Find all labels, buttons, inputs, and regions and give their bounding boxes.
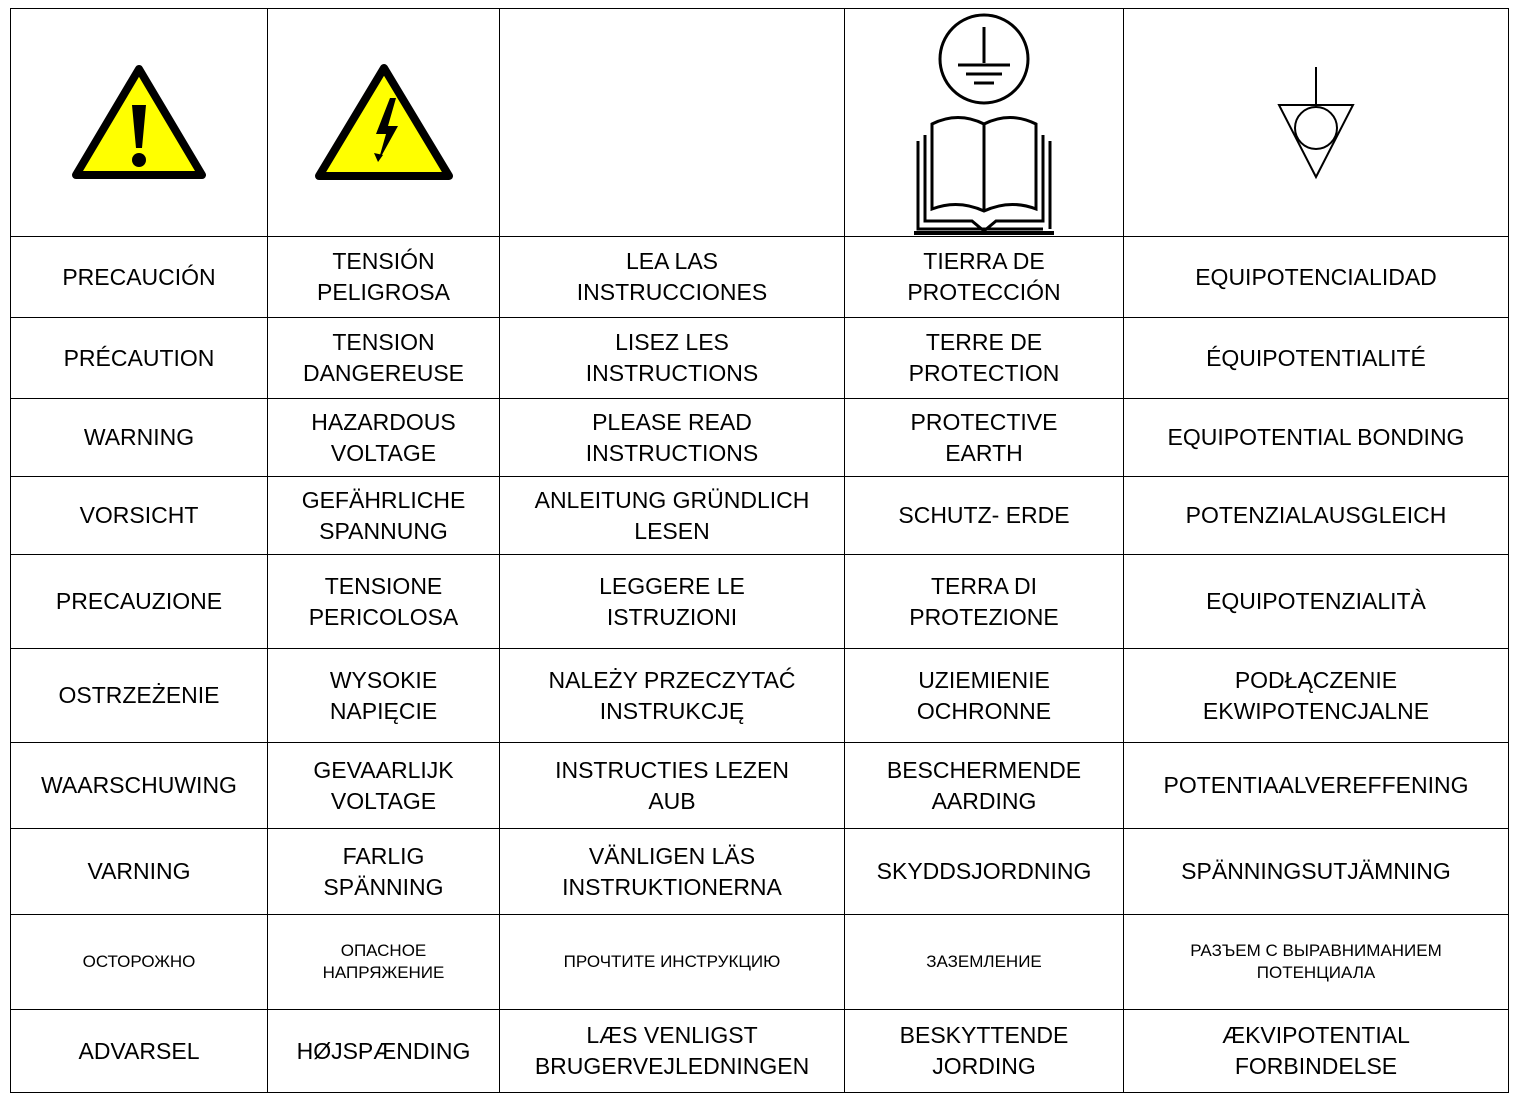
caution-label: WAARSCHUWING <box>11 743 268 829</box>
language-row-ru <box>11 915 1509 1010</box>
hazardous-voltage-label: TENSIONE PERICOLOSA <box>268 555 500 649</box>
read-instructions-label: LISEZ LES INSTRUCTIONS <box>500 318 845 399</box>
read-instructions-label: ПРОЧТИТЕ ИНСТРУКЦИЮ <box>500 915 845 1010</box>
language-row-fr <box>11 318 1509 399</box>
equipotential-label: EQUIPOTENTIAL BONDING <box>1124 399 1509 477</box>
hazardous-voltage-label: HAZARDOUS VOLTAGE <box>268 399 500 477</box>
read-instructions-label: PLEASE READ INSTRUCTIONS <box>500 399 845 477</box>
caution-label: VARNING <box>11 829 268 915</box>
symbol-cell-caution <box>11 9 268 237</box>
equipotential-label: ÉQUIPOTENTIALITÉ <box>1124 318 1509 399</box>
equipotential-label: ÆKVIPOTENTIAL FORBINDELSE <box>1124 1010 1509 1093</box>
symbol-row <box>11 9 1509 237</box>
language-row-nl <box>11 743 1509 829</box>
protective-earth-label: TIERRA DE PROTECCIÓN <box>845 237 1124 318</box>
hazardous-voltage-label: ОПАСНОЕ НАПРЯЖЕНИЕ <box>268 915 500 1010</box>
caution-label: PRÉCAUTION <box>11 318 268 399</box>
caution-label: ADVARSEL <box>11 1010 268 1093</box>
caution-label: OSTRZEŻENIE <box>11 649 268 743</box>
language-row-sv <box>11 829 1509 915</box>
language-row-en <box>11 399 1509 477</box>
equipotential-label: SPÄNNINGSUTJÄMNING <box>1124 829 1509 915</box>
protective-earth-label: BESCHERMENDE AARDING <box>845 743 1124 829</box>
read-instructions-label: LEA LAS INSTRUCCIONES <box>500 237 845 318</box>
equipotential-label: РАЗЪЕМ С ВЫРАВНИМАНИЕМ ПОТЕНЦИАЛА <box>1124 915 1509 1010</box>
caution-label: WARNING <box>11 399 268 477</box>
hazardous-voltage-label: TENSIÓN PELIGROSA <box>268 237 500 318</box>
caution-label: ОСТОРОЖНО <box>11 915 268 1010</box>
protective-earth-label: TERRE DE PROTECTION <box>845 318 1124 399</box>
equipotential-label: EQUIPOTENCIALIDAD <box>1124 237 1509 318</box>
language-row-de <box>11 477 1509 555</box>
equipotential-label: PODŁĄCZENIE EKWIPOTENCJALNE <box>1124 649 1509 743</box>
hazardous-voltage-label: HØJSPÆNDING <box>268 1010 500 1093</box>
protective-earth-label: UZIEMIENIE OCHRONNE <box>845 649 1124 743</box>
read-instructions-label: LÆS VENLIGST BRUGERVEJLEDNINGEN <box>500 1010 845 1093</box>
language-row-es <box>11 237 1509 318</box>
language-row-it <box>11 555 1509 649</box>
protective-earth-label: BESKYTTENDE JORDING <box>845 1010 1124 1093</box>
hazardous-voltage-triangle-icon <box>314 62 454 184</box>
equipotential-bonding-icon <box>1276 63 1356 183</box>
caution-label: PRECAUZIONE <box>11 555 268 649</box>
protective-earth-label: TERRA DI PROTEZIONE <box>845 555 1124 649</box>
protective-earth-label: ЗАЗЕМЛЕНИЕ <box>845 915 1124 1010</box>
safety-symbols-table <box>10 8 1509 1093</box>
caution-label: VORSICHT <box>11 477 268 555</box>
caution-triangle-icon <box>71 63 207 183</box>
symbol-cell-hazardous-voltage <box>268 9 500 237</box>
caution-label: PRECAUCIÓN <box>11 237 268 318</box>
read-instructions-label: INSTRUCTIES LEZEN AUB <box>500 743 845 829</box>
hazardous-voltage-label: FARLIG SPÄNNING <box>268 829 500 915</box>
equipotential-label: POTENZIALAUSGLEICH <box>1124 477 1509 555</box>
read-instructions-label: LEGGERE LE ISTRUZIONI <box>500 555 845 649</box>
equipotential-label: POTENTIAALVEREFFENING <box>1124 743 1509 829</box>
protective-earth-read-instructions-icon <box>914 11 1054 235</box>
symbol-cell-read-instructions <box>500 9 845 237</box>
protective-earth-label: SCHUTZ- ERDE <box>845 477 1124 555</box>
read-instructions-label: NALEŻY PRZECZYTAĆ INSTRUKCJĘ <box>500 649 845 743</box>
hazardous-voltage-label: TENSION DANGEREUSE <box>268 318 500 399</box>
language-row-da <box>11 1010 1509 1093</box>
equipotential-label: EQUIPOTENZIALITÀ <box>1124 555 1509 649</box>
language-row-pl <box>11 649 1509 743</box>
symbol-cell-equipotential <box>1124 9 1509 237</box>
hazardous-voltage-label: WYSOKIE NAPIĘCIE <box>268 649 500 743</box>
symbol-cell-protective-earth <box>845 9 1124 237</box>
protective-earth-label: PROTECTIVE EARTH <box>845 399 1124 477</box>
read-instructions-label: VÄNLIGEN LÄS INSTRUKTIONERNA <box>500 829 845 915</box>
hazardous-voltage-label: GEFÄHRLICHE SPANNUNG <box>268 477 500 555</box>
read-instructions-label: ANLEITUNG GRÜNDLICH LESEN <box>500 477 845 555</box>
protective-earth-label: SKYDDSJORDNING <box>845 829 1124 915</box>
hazardous-voltage-label: GEVAARLIJK VOLTAGE <box>268 743 500 829</box>
